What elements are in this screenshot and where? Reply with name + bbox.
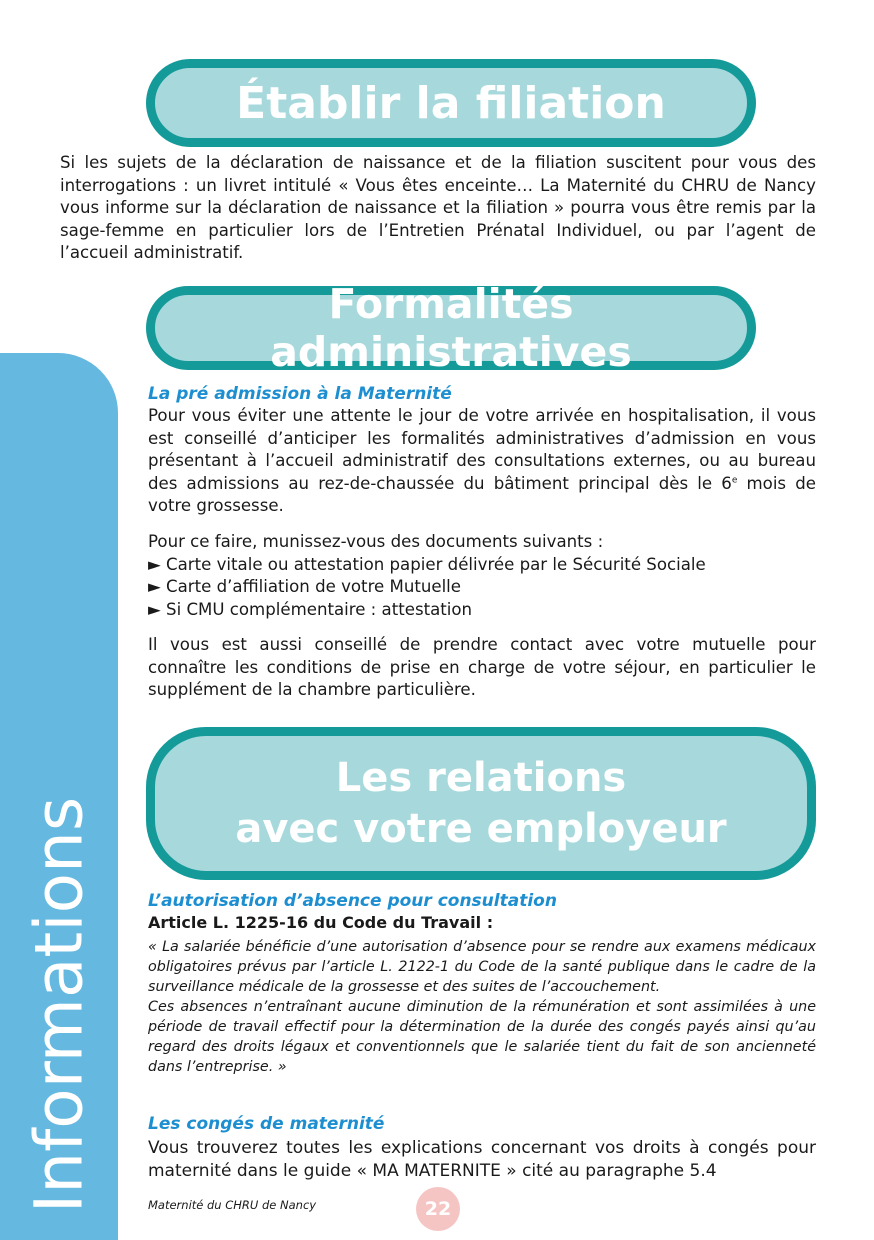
- list-item: ► Carte d’affiliation de votre Mutuelle: [148, 577, 462, 596]
- list-item: ► Si CMU complémentaire : attestation: [148, 599, 473, 619]
- page-number-badge: [416, 1187, 460, 1231]
- page-number: 22: [424, 1198, 452, 1220]
- mutuelle-paragraph: Il vous est aussi conseillé de prendre contact avec votre mutuelle pour connaître les conditions de prise en charge de votre séjour, en particulier le supplément de la chambre particulière.: [148, 635, 816, 699]
- subheading-absence: L’autorisation d’absence pour consultation: [148, 891, 557, 911]
- quote-paragraph: « La salariée bénéficie d’une autorisation d’absence pour se rendre aux examens médicaux obligatoires prévus par l’article L. 2122-1 du Code de la santé publique dans le cadre de la surveillance médicale de la grossesse et des suites de l’accouchement.: [148, 939, 816, 995]
- pre-admission-text: Pour vous éviter une attente le jour de votre arrivée en hospitalisation, il vous est conseillé d’anticiper les formalités administratives d’admission en vous présentant à l’accueil administratif des consultations externes, ou au bureau des admissions au rez-de-chaussée du bâtiment principal dès le 6: [148, 406, 816, 493]
- superscript: e: [731, 474, 738, 485]
- section-title-employeur: [146, 727, 816, 880]
- article-quote: [148, 937, 816, 1077]
- section-title-line1: Les relations: [335, 754, 627, 801]
- list-item: ► Carte vitale ou attestation papier délivrée par le Sécurité Sociale: [148, 554, 706, 574]
- quote-paragraph: Ces absences n’entraînant aucune diminution de la rémunération et sont assimilées à une période de travail effectif pour la détermination de la durée des congés payés ainsi qu’au regard des droits légaux et conventionnels que le salariée tient du fait de son ancienneté dans l’entreprise. »: [148, 999, 816, 1075]
- pre-admission-paragraph: [148, 405, 816, 518]
- section-title-filiation: [146, 59, 756, 147]
- section-title-formalites: [146, 280, 756, 376]
- pre-admission-text-end: mois de votre grossesse.: [148, 473, 816, 515]
- subheading-conges: Les congés de maternité: [148, 1114, 385, 1134]
- documents-intro: Pour ce faire, munissez-vous des documents suivants :: [148, 532, 604, 551]
- filiation-paragraph: Si les sujets de la déclaration de naissance et de la filiation suscitent pour vous des interrogations : un livret intitulé « Vous êtes enceinte… La Maternité du CHRU de Nancy vous informe sur la déclaration de naissance et la filiation » pourra vous être remis par la sage-femme en particulier lors de l’Entretien Prénatal Individuel, ou par l’agent de l’accueil administratif.: [60, 153, 816, 262]
- section-title-text: Établir la filiation: [236, 77, 666, 129]
- sidebar-label: Informations: [20, 796, 98, 1214]
- subheading-pre-admission: La pré admission à la Maternité: [148, 384, 452, 404]
- section-title-line2: avec votre employeur: [235, 805, 727, 852]
- article-reference: Article L. 1225-16 du Code du Travail :: [148, 913, 494, 932]
- footer-text: Maternité du CHRU de Nancy: [148, 1198, 317, 1212]
- documents-block: [148, 531, 816, 621]
- section-title-text: Formalités administratives: [270, 280, 632, 376]
- conges-paragraph: Vous trouverez toutes les explications concernant vos droits à congés pour maternité dans le guide « MA MATERNITE » cité au paragraphe 5.4: [148, 1138, 816, 1181]
